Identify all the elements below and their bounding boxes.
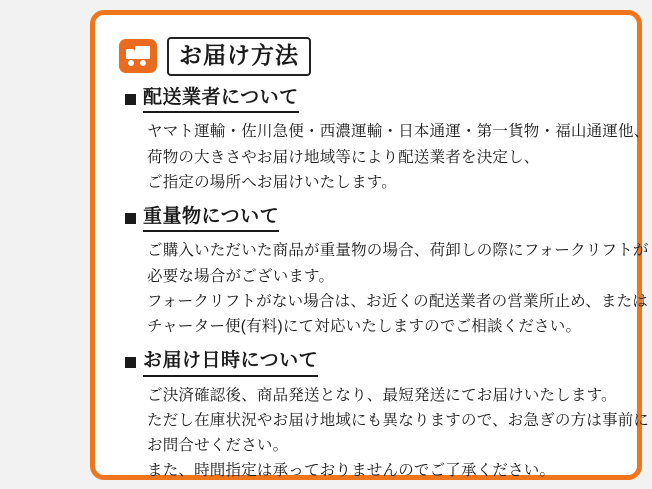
body-line: フォークリフトがない場合は、お近くの配送業者の営業所止め、または — [147, 292, 649, 310]
section-heading-row — [125, 349, 615, 377]
body-line: ただし在庫状況やお届け地域にも異なりますので、お急ぎの方は事前に — [147, 411, 650, 429]
page-title: お届け方法 — [167, 37, 311, 76]
body-line: 必要な場合がございます。 — [147, 267, 335, 285]
section-heading: 配送業者について — [143, 86, 299, 114]
section-heading: 重量物について — [143, 205, 279, 233]
section-shipping-carrier — [117, 86, 650, 195]
body-line: ご購入いただいた商品が重量物の場合、荷卸しの際にフォークリフトが — [147, 242, 649, 260]
body-line: ご決済確認後、商品発送となり、最短発送にてお届けいたします。 — [147, 386, 617, 404]
body-line: チャーター便(有料)にて対応いたしますのでご相談ください。 — [147, 317, 582, 335]
body-line: お問合せください。 — [147, 436, 289, 454]
section-delivery-datetime — [117, 349, 650, 483]
section-heavy-items — [117, 205, 649, 339]
panel-title-row — [119, 37, 615, 76]
bullet-square-icon — [125, 213, 136, 224]
body-line: ヤマト運輸・佐川急便・西濃運輸・日本通運・第一貨物・福山通運他、 — [147, 123, 650, 141]
body-line: 荷物の大きさやお届け地域等により配送業者を決定し、 — [147, 148, 540, 166]
bullet-square-icon — [125, 357, 136, 368]
section-body — [147, 383, 650, 483]
section-body — [147, 119, 650, 194]
truck-icon — [119, 39, 157, 73]
section-body — [147, 238, 649, 338]
section-heading: お届け日時について — [143, 349, 318, 377]
body-line: また、時間指定は承っておりませんのでご了承ください。 — [147, 461, 556, 479]
section-heading-row — [125, 86, 615, 114]
shipping-info-panel — [90, 10, 650, 480]
body-line: ご指定の場所へお届けいたします。 — [147, 173, 397, 191]
section-heading-row — [125, 205, 615, 233]
bullet-square-icon — [125, 94, 136, 105]
